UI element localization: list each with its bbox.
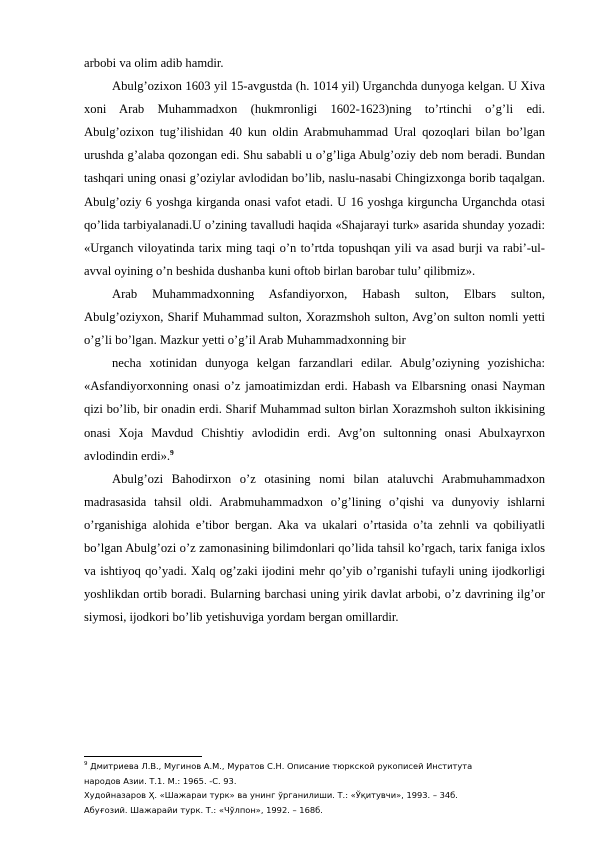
paragraph-4: necha xotinidan dunyoga kelgan farzandlari edilar. Abulg’oziyning yozishicha: «Asfandiyorxonning onasi o’z jamoatimizdan erdi. Habash va Elbarsning onasi Nayman qizi bo’lib, bir onadin erdi. Sharif Muhammad sulton birlan Xorazmshoh sulton ikkisining onasi Xoja Mavdud Chishtiy avlodidin erdi. Avg’on sultonning onasi Abulxayrxon avlodindin erdi».$^9$ xyxy=(84,356,545,463)
footnote-line: народов Азии. Т.1. М.: 1965. -С. 93. xyxy=(84,775,237,786)
footnote-reference: 9 xyxy=(170,447,174,457)
body-text xyxy=(84,52,545,629)
footnotes xyxy=(84,759,545,817)
footnote-line: Худойназаров Ҳ. «Шажараи турк» ва унинг ўрганилиши. Т.: «Ўқитувчи», 1993. – 34б. xyxy=(84,790,458,801)
footnote-divider xyxy=(84,756,202,757)
footnote-line: $^9$ Дмитриева Л.В., Мугинов А.М., Муратов С.Н. Описание тюркской рукописей Института xyxy=(84,761,473,771)
paragraph-5: Abulg’ozi Bahodirxon o’z otasining nomi bilan ataluvchi Arabmuhammadxon madrasasida tahsil oldi. Arabmuhammadxon o’g’lining o’qishi va dunyoviy ishlarni o’rganishiga alohida e’tibor bergan. Aka va ukalari o’rtasida o’ta zehnli va qobiliyatli bo’lgan Abulg’ozi o’z zamonasining bilimdonlari qo’lida tahsil ko’rgach, tarix faniga ixlos va ishtiyoq qo’yadi. Xalq og’zaki ijodini mehr qo’yib o’rganishi tufayli uning ijodkorligi yoshlikdan ortib boradi. Bularning barchasi uning yirik davlat arbobi, o’z davrining ilg’or siymosi, ijodkori bo’lib yetishuviga yordam bergan omillardir. xyxy=(84,471,545,625)
footnote-line: Абуғозий. Шажарайи турк. Т.: «Чўлпон», 1992. – 168б. xyxy=(84,804,323,815)
footnote-mark: 9 xyxy=(84,761,88,768)
paragraph-1: arbobi va olim adib hamdir. xyxy=(84,56,224,70)
paragraph-3: Arab Muhammadxonning Asfandiyorxon, Habash sulton, Elbars sulton, Abulg’oziyxon, Sharif Muhammad sulton, Xorazmshoh sulton, Avg’on sulton nomli yetti o’g’li bo’lgan. Mazkur yetti o’g’il Arab Muhammadxonning bir xyxy=(84,286,545,348)
paragraph-2: Abulg’ozixon 1603 yil 15-avgustda (h. 1014 yil) Urganchda dunyoga kelgan. U Xiva xoni Arab Muhammadxon (hukmronligi 1602-1623)ning to’rtinchi o’g’li edi. Abulg’ozixon tug’ilishidan 40 kun oldin Arabmuhammad Ural qozoqlari bilan bo’lgan urushda g’alaba qozongan edi. Shu sababli u o’g’liga Abulg’oziy deb nom beradi. Bundan tashqari uning onasi g’oziylar avlodidan bo’lib, naslu-nasabi Chingizxonga borib taqalgan. Abulg’oziy 6 yoshga kirganda onasi vafot etadi. U 16 yoshga kirguncha Urganchda otasi qo’lida tarbiyalanadi.U o’zining tavalludi haqida «Shajarayi turk» asarida shunday yozadi: «Urganch viloyatinda tarix ming taqi o’n to’rtda topushqan yili va asad burji va rabi’-ul-avval oyining o’n beshida dushanba kuni oftob birlan barobar tulu’ qilibmiz». xyxy=(84,79,545,278)
